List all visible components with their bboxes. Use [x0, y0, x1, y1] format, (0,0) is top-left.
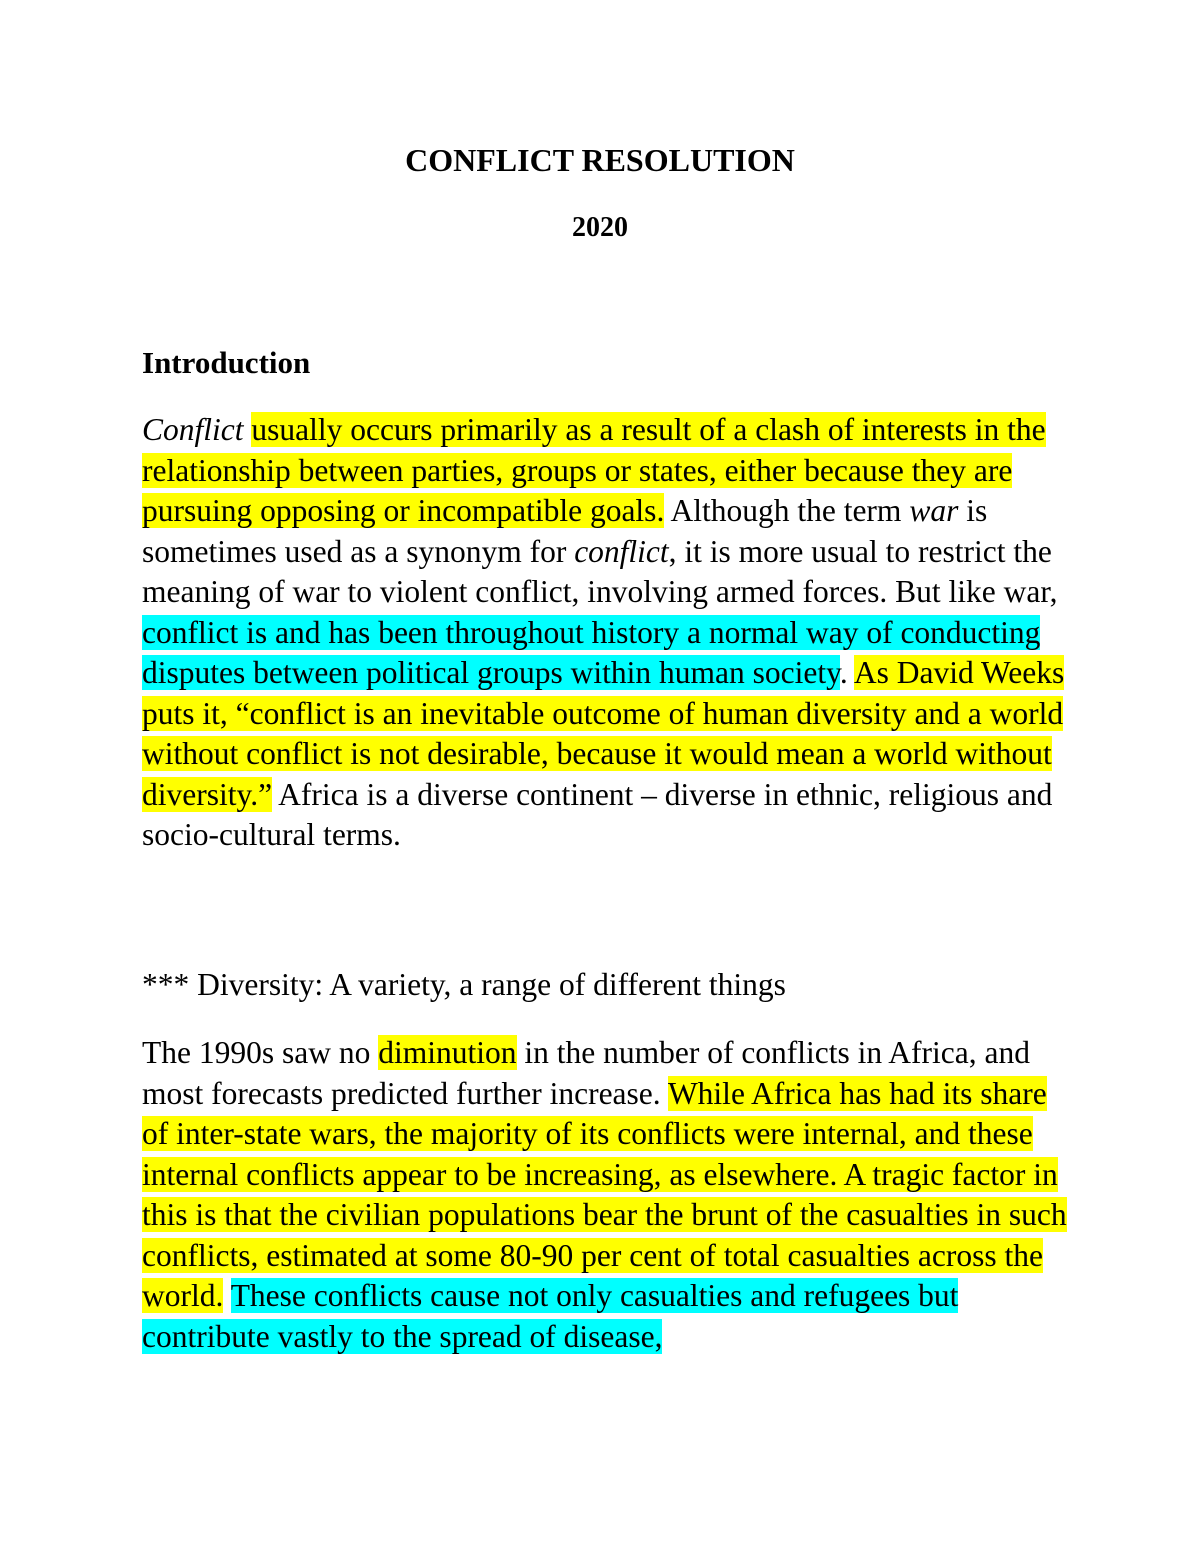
text-run: , it is more usual to restrict the meaning of war to violent conflict, involving armed forces. But like war,	[142, 533, 1058, 609]
text-run: Africa is a diverse continent – diverse in ethnic, religious and socio-cultural terms.	[142, 776, 1053, 852]
highlight-yellow: As David Weeks puts it, “conflict is an inevitable outcome of human diversity and a world without conflict is not desirable, because it would mean a world without diversity.”	[142, 655, 1065, 812]
highlight-cyan: conflict is and has been throughout history a normal way of conducting disputes between political groups within human society	[142, 614, 1041, 690]
highlight-yellow: usually occurs primarily as a result of a clash of interests in the relationship between parties, groups or states, either because they are pursuing opposing or incompatible goals.	[142, 412, 1046, 528]
term-war: war	[909, 493, 959, 528]
paragraph-1990s	[142, 1033, 1072, 1357]
term-conflict: conflict	[574, 533, 669, 569]
term-conflict: Conflict	[142, 412, 244, 447]
highlight-yellow: diminution	[378, 1035, 517, 1070]
text-run: in the number of conflicts in Africa, and most forecasts predicted further increase.	[142, 1035, 1030, 1111]
paragraph-introduction	[142, 410, 1072, 856]
text-run: is sometimes used as a synonym for	[142, 493, 988, 569]
section-heading: Introduction	[142, 345, 311, 380]
text-run: Although the term	[664, 493, 910, 528]
document-year: 2020	[572, 212, 628, 243]
highlight-yellow: While Africa has had its share of inter-state wars, the majority of its conflicts were internal, and these internal conflicts appear to be increasing, as elsewhere. A tragic factor in this is that the civilian populations bear the brunt of the casualties in such conflicts, estimated at some 80-90 per cent of total casualties across the world.	[142, 1075, 1067, 1313]
highlight-cyan: These conflicts cause not only casualties and refugees but contribute vastly to the spread of disease,	[142, 1278, 959, 1354]
document-title: CONFLICT RESOLUTION	[405, 142, 795, 178]
text-run: The 1990s saw no	[142, 1035, 379, 1070]
text-run	[223, 1278, 230, 1313]
text-run: .	[839, 655, 854, 690]
paragraph-diversity-note: *** Diversity: A variety, a range of different things	[142, 967, 786, 1002]
